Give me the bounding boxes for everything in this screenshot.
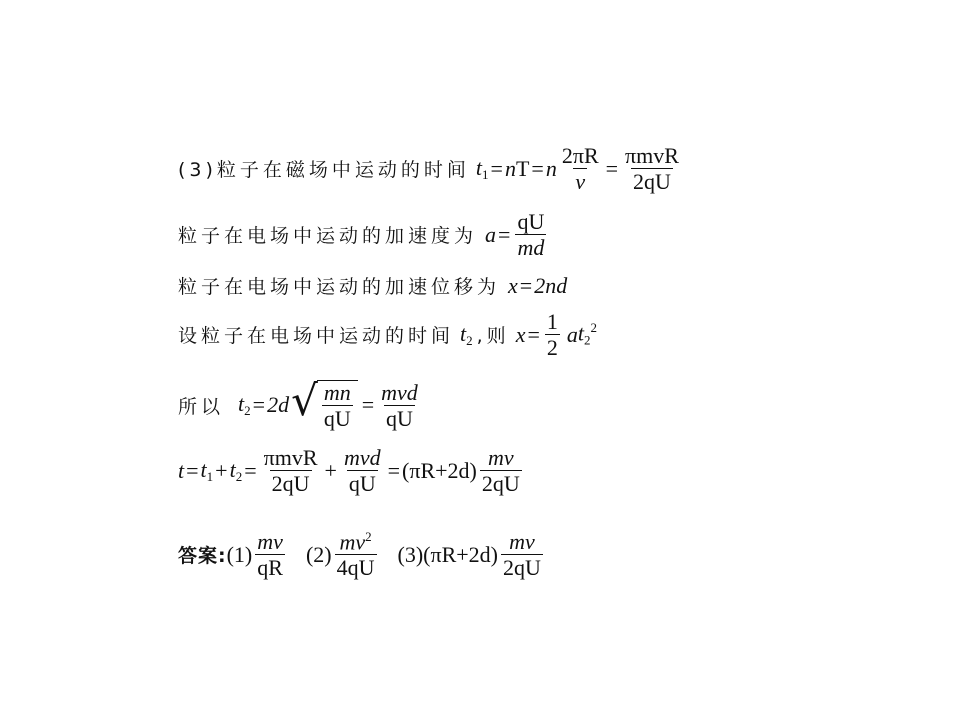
n-var: n (504, 155, 516, 181)
x-var: x (515, 321, 526, 347)
t1-var: $t_1$ (200, 456, 214, 484)
displacement-value: 2nd (534, 272, 568, 298)
equals-sign: = (252, 392, 266, 418)
parenthesized-term: (πR+2d) (402, 457, 477, 483)
line5-label: 所以 (178, 395, 225, 418)
t2-var: $t_2$ (460, 320, 473, 348)
equals-sign: = (361, 392, 375, 418)
equals-sign: = (498, 221, 511, 247)
fraction-mvd-over-qU: $\frac{\text{mvd}}{qU}$ (343, 445, 381, 497)
displacement-line (178, 272, 567, 299)
line1-label: (3)粒子在磁场中运动的时间 (178, 159, 470, 182)
equals-sign: = (387, 457, 401, 483)
x-var: x (508, 272, 518, 298)
equals-sign: = (531, 155, 544, 181)
t-var: t (178, 457, 185, 483)
fraction-one-half: $\frac{1}{2}$ (546, 309, 558, 361)
equals-sign: = (527, 321, 540, 347)
T-var: T (515, 155, 530, 181)
line2-label: 粒子在电场中运动的加速度为 (178, 225, 478, 248)
answer-part2-fraction: $\frac{mv^2}{4qU}$ (336, 529, 375, 581)
n-var: n (545, 155, 557, 181)
fraction-mvd-over-qU: $\frac{\text{mvd}}{qU}$ (381, 379, 418, 431)
equals-sign: = (186, 457, 199, 483)
answer-part1-fraction: $\frac{mv}{qR}$ (257, 529, 283, 581)
t2-var: $t_2$ (238, 391, 251, 419)
fraction-mn-over-qU: $\frac{mn}{qU}$ (323, 380, 351, 432)
total-time-line (178, 446, 525, 495)
line4-label: 设粒子在电场中运动的时间 (178, 325, 455, 348)
answer-part3-fraction: $\frac{mv}{2qU}$ (503, 529, 541, 581)
answer-part2-label: (2) (305, 541, 332, 567)
fraction-qU-over-md: $\frac{qU}{md}$ (517, 209, 545, 261)
acceleration-line (178, 210, 549, 259)
equals-sign: = (519, 272, 533, 298)
answer-part3-label: (3)(πR+2d) (397, 541, 498, 567)
radical-sign: √ (291, 376, 318, 425)
answer-label: 答案: (178, 545, 227, 568)
answer-line (178, 530, 546, 580)
square-root (291, 376, 358, 432)
time-in-electric-field-line (178, 310, 597, 359)
equals-sign: = (244, 457, 257, 483)
t2-squared: $t_2^2$ (577, 320, 597, 348)
equals-sign: = (605, 155, 619, 181)
t1-var: $t_1$ (475, 154, 489, 182)
line3-label: 粒子在电场中运动的加速位移为 (178, 276, 501, 298)
then-label: ,则 (476, 325, 510, 348)
fraction-pimvR-over-2qU: $\frac{\text{πmvR}}{2qU}$ (263, 445, 318, 497)
fraction-2piR-over-v: $\frac{2\pi R}{v}$ (561, 143, 599, 195)
answer-part1-label: (1) (226, 541, 253, 567)
t2-result-line (178, 376, 423, 432)
coefficient-2d: 2d (267, 392, 290, 418)
a-var: a (485, 221, 497, 247)
fraction-pimvR-over-2qU: $\frac{\text{πmvR}}{2qU}$ (625, 143, 679, 195)
fraction-mv-over-2qU: $\frac{mv}{2qU}$ (481, 445, 520, 497)
a-var: a (566, 321, 578, 347)
plus-sign: + (324, 457, 337, 483)
t2-var: $t_2$ (229, 456, 243, 484)
equals-sign: = (490, 155, 503, 181)
plus-sign: + (215, 457, 228, 483)
time-in-magnetic-field-line (178, 144, 684, 193)
